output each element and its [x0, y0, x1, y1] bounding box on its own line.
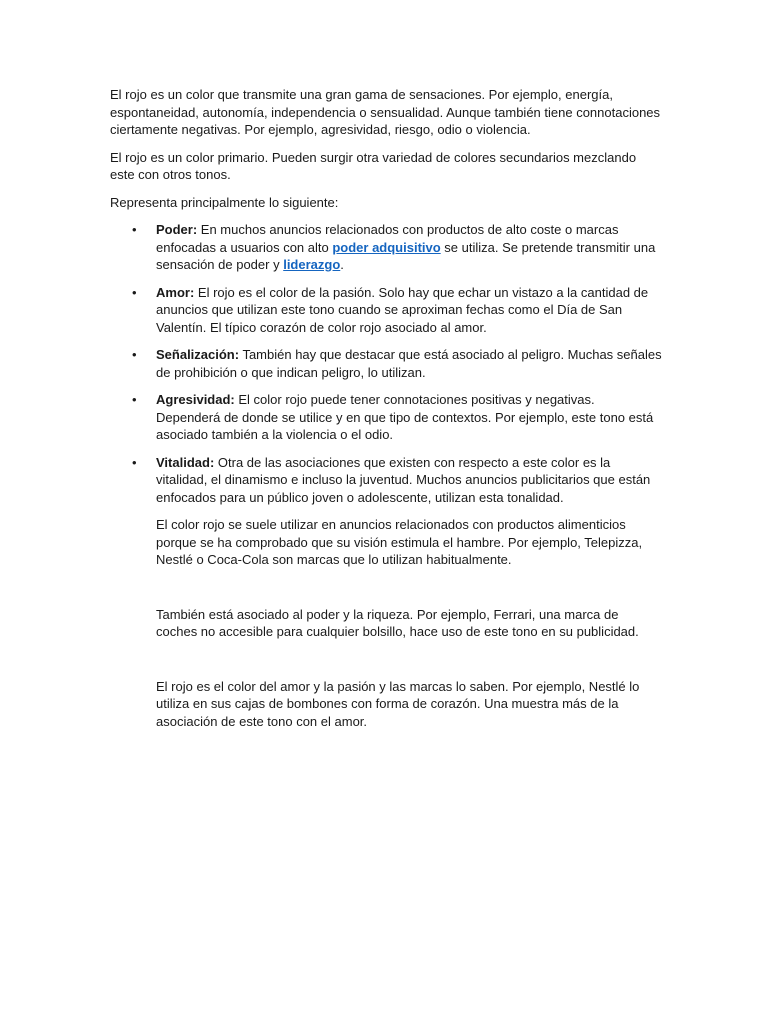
bullet-item-agresividad [110, 391, 662, 444]
bullet-item-amor [110, 284, 662, 337]
bullet-text: . [340, 257, 344, 272]
link-poder-adquisitivo[interactable]: poder adquisitivo [332, 239, 441, 255]
bullet-item-poder [110, 221, 662, 274]
bullet-marker: • [132, 284, 137, 300]
followup-paragraph-2: También está asociado al poder y la riqueza. Por ejemplo, Ferrari, una marca de coches no accesible para cualquier bolsillo, hace uso de este tono en su publicidad. [156, 606, 639, 639]
bullet-marker: • [132, 392, 137, 407]
blank-line [110, 651, 662, 678]
document-page [110, 86, 662, 740]
bullet-marker: • [132, 454, 137, 470]
bullet-term: Señalización: [156, 347, 240, 362]
bullet-text: Otra de las asociaciones que existen con respecto a este color es la vitalidad, el dinamismo e incluso la juventud. Muchos anuncios publicitarios que están enfocados para un público joven o adolescente, utilizan esta tonalidad. [156, 454, 651, 505]
bullet-text: También hay que destacar que está asociado al peligro. Muchas señales de prohibición o que indican peligro, lo utilizan. [156, 347, 662, 380]
bullet-term: Agresividad: [156, 392, 235, 407]
followup-paragraph-3: El rojo es el color del amor y la pasión y las marcas lo saben. Por ejemplo, Nestlé lo utiliza en sus cajas de bombones con forma de corazón. Una muestra más de la asociación de este tono con el amor. [156, 678, 640, 729]
bullet-term: Poder: [156, 222, 198, 237]
bullet-term: Vitalidad: [156, 454, 215, 470]
followup-paragraph-1: El color rojo se suele utilizar en anuncios relacionados con productos alimenticios porque se ha comprobado que su visión estimula el hambre. Por ejemplo, Telepizza, Nestlé o Coca-Cola son marcas que lo utilizan habitualmente. [156, 517, 643, 567]
intro-paragraph-3: Representa principalmente lo siguiente: [110, 194, 339, 210]
blank-line [110, 579, 662, 606]
bullet-text: El rojo es el color de la pasión. Solo hay que echar un vistazo a la cantidad de anuncios que utilizan este tono cuando se aproximan fechas como el Día de San Valentín. El típico corazón de color rojo asociado al amor. [156, 284, 649, 335]
bullet-item-vitalidad [110, 454, 662, 507]
bullet-text: se utiliza. Se pretende transmitir una sensación de poder y [156, 239, 656, 272]
bullet-item-senalizacion [110, 346, 662, 381]
intro-paragraph-2: El rojo es un color primario. Pueden surgir otra variedad de colores secundarios mezclando este con otros tonos. [110, 149, 637, 182]
bullet-marker: • [132, 347, 137, 362]
bullet-text: En muchos anuncios relacionados con productos de alto coste o marcas enfocadas a usuarios con alto [156, 222, 619, 255]
bullet-list [110, 221, 662, 506]
link-liderazgo[interactable]: liderazgo [283, 257, 341, 272]
bullet-marker: • [132, 222, 137, 237]
intro-paragraph-1: El rojo es un color que transmite una gran gama de sensaciones. Por ejemplo, energía, espontaneidad, autonomía, independencia o sensualidad. Aunque también tiene connotaciones ciertamente negativas. Por ejemplo, agresividad, riesgo, odio o violencia. [110, 87, 661, 137]
bullet-term: Amor: [156, 284, 195, 300]
bullet-text: El color rojo puede tener connotaciones positivas y negativas. Dependerá de donde se utilice y en que tipo de contextos. Por ejemplo, este tono está asociado también a la violencia o el odio. [156, 392, 654, 442]
